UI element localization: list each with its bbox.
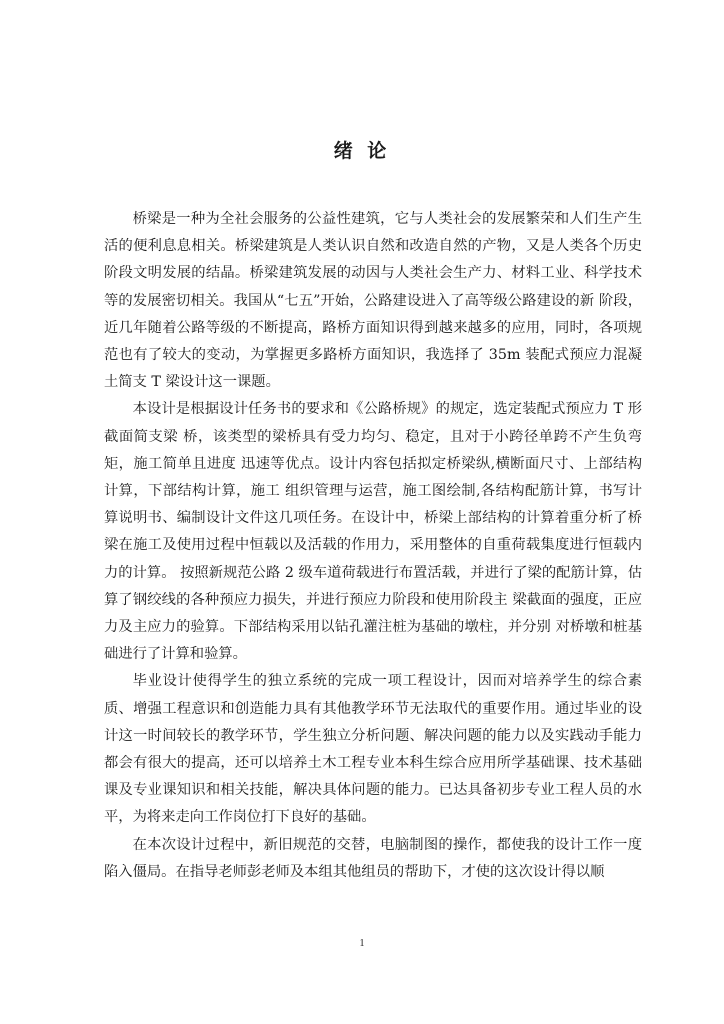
body-text [104, 206, 642, 886]
paragraph: 毕业设计使得学生的独立系统的完成一项工程设计，因而对培养学生的综合素质、增强工程意识和创造能力具有其他教学环节无法取代的重要作用。通过毕业的设计这一时间较长的教学环节，学生独立分析问题、解决问题的能力以及实践动手能力都会有很大的提高，还可以培养土木工程专业本科生综合应用所学基础课、技术基础课及专业课知识和相关技能，解决具体问题的能力。已达具备初步专业工程人员的水平，为将来走向工作岗位打下良好的基础。 [104, 673, 642, 826]
paragraph: 在本次设计过程中，新旧规范的交替，电脑制图的操作，都使我的设计工作一度陷入僵局。在指导老师彭老师及本组其他组员的帮助下，才使的这次设计得以顺 [104, 836, 642, 880]
page-number: 1 [359, 938, 365, 949]
paragraph: 本设计是根据设计任务书的要求和《公路桥规》的规定，选定装配式预应力 T 形截面简支梁 桥，该类型的梁桥具有受力均匀、稳定，且对于小跨径单跨不产生负弯矩，施工简单且进度 迅速等优点。设计内容包括拟定桥梁纵,横断面尺寸、上部结构计算，下部结构计算，施工 组织管理与运营，施工图绘制,各结构配筋计算，书写计算说明书、编制设计文件这几项任务。在设计中，桥梁上部结构的计算着重分析了桥梁在施工及使用过程中恒载以及活载的作用力，采用整体的自重荷载集度进行恒载内力的计算。 按照新规范公路 2 级车道荷载进行布置活载，并进行了梁的配筋计算，估算了钢绞线的各种预应力损失，并进行预应力阶段和使用阶段主 梁截面的强度，正应力及主应力的验算。下部结构采用以钻孔灌注桩为基础的墩柱，并分别 对桥墩和桩基础进行了计算和验算。 [104, 401, 642, 663]
paragraph: 桥梁是一种为全社会服务的公益性建筑，它与人类社会的发展繁荣和人们生产生活的便利息息相关。桥梁建筑是人类认识自然和改造自然的产物，又是人类各个历史阶段文明发展的结晶。桥梁建筑发展的动因与人类社会生产力、材料工业、科学技术等的发展密切相关。我国从“七五”开始，公路建设进入了高等级公路建设的新 阶段，近几年随着公路等级的不断提高，路桥方面知识得到越来越多的应用，同时，各项规 范也有了较大的变动，为掌握更多路桥方面知识，我选择了 35m 装配式预应力混凝土简支 T 梁设计这一课题。 [104, 211, 642, 391]
page-title: 绪 论 [333, 140, 391, 162]
